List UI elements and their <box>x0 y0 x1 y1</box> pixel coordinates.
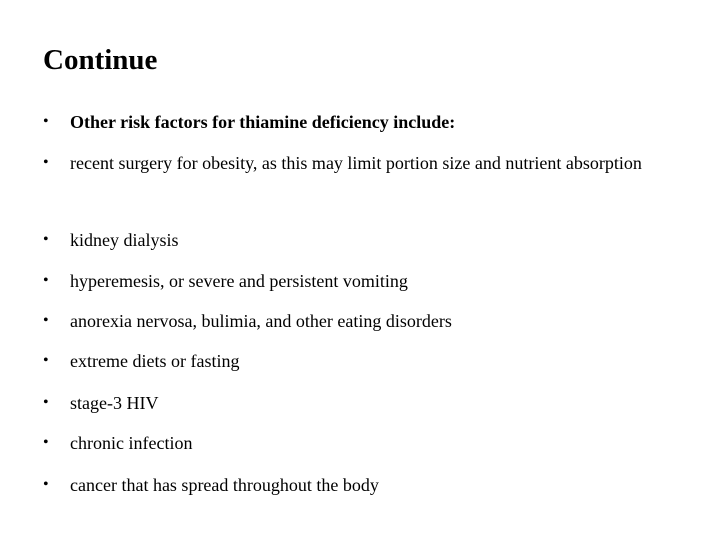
bullet-text: hyperemesis, or severe and persistent vomiting <box>70 271 408 291</box>
bullet-marker: • <box>43 231 49 248</box>
bullet-item-infection <box>43 425 675 461</box>
bullet-marker: • <box>43 394 49 411</box>
bullet-marker: • <box>43 312 49 329</box>
bullet-marker: • <box>43 272 49 289</box>
slide-title: Continue <box>43 44 158 76</box>
bullet-text: Other risk factors for thiamine deficiency include: <box>70 112 456 132</box>
bullet-text: recent surgery for obesity, as this may limit portion size and nutrient absorption <box>70 153 642 173</box>
bullet-text: anorexia nervosa, bulimia, and other eating disorders <box>70 311 452 331</box>
bullet-item-dialysis <box>43 222 675 258</box>
bullet-item-intro <box>43 104 675 140</box>
bullet-text: extreme diets or fasting <box>70 351 240 371</box>
bullet-item-hyperemesis <box>43 263 675 299</box>
bullet-item-cancer <box>43 467 675 503</box>
bullet-marker: • <box>43 476 49 493</box>
bullet-item-surgery <box>43 145 675 181</box>
bullet-marker: • <box>43 154 49 171</box>
bullet-marker: • <box>43 434 49 451</box>
bullet-item-diets <box>43 343 675 379</box>
bullet-text: kidney dialysis <box>70 230 179 250</box>
bullet-text: stage-3 HIV <box>70 393 159 413</box>
bullet-marker: • <box>43 113 49 130</box>
bullet-marker: • <box>43 352 49 369</box>
bullet-text: cancer that has spread throughout the body <box>70 475 379 495</box>
bullet-text: chronic infection <box>70 433 193 453</box>
bullet-item-hiv <box>43 385 675 421</box>
bullet-item-eating-disorders <box>43 303 675 339</box>
